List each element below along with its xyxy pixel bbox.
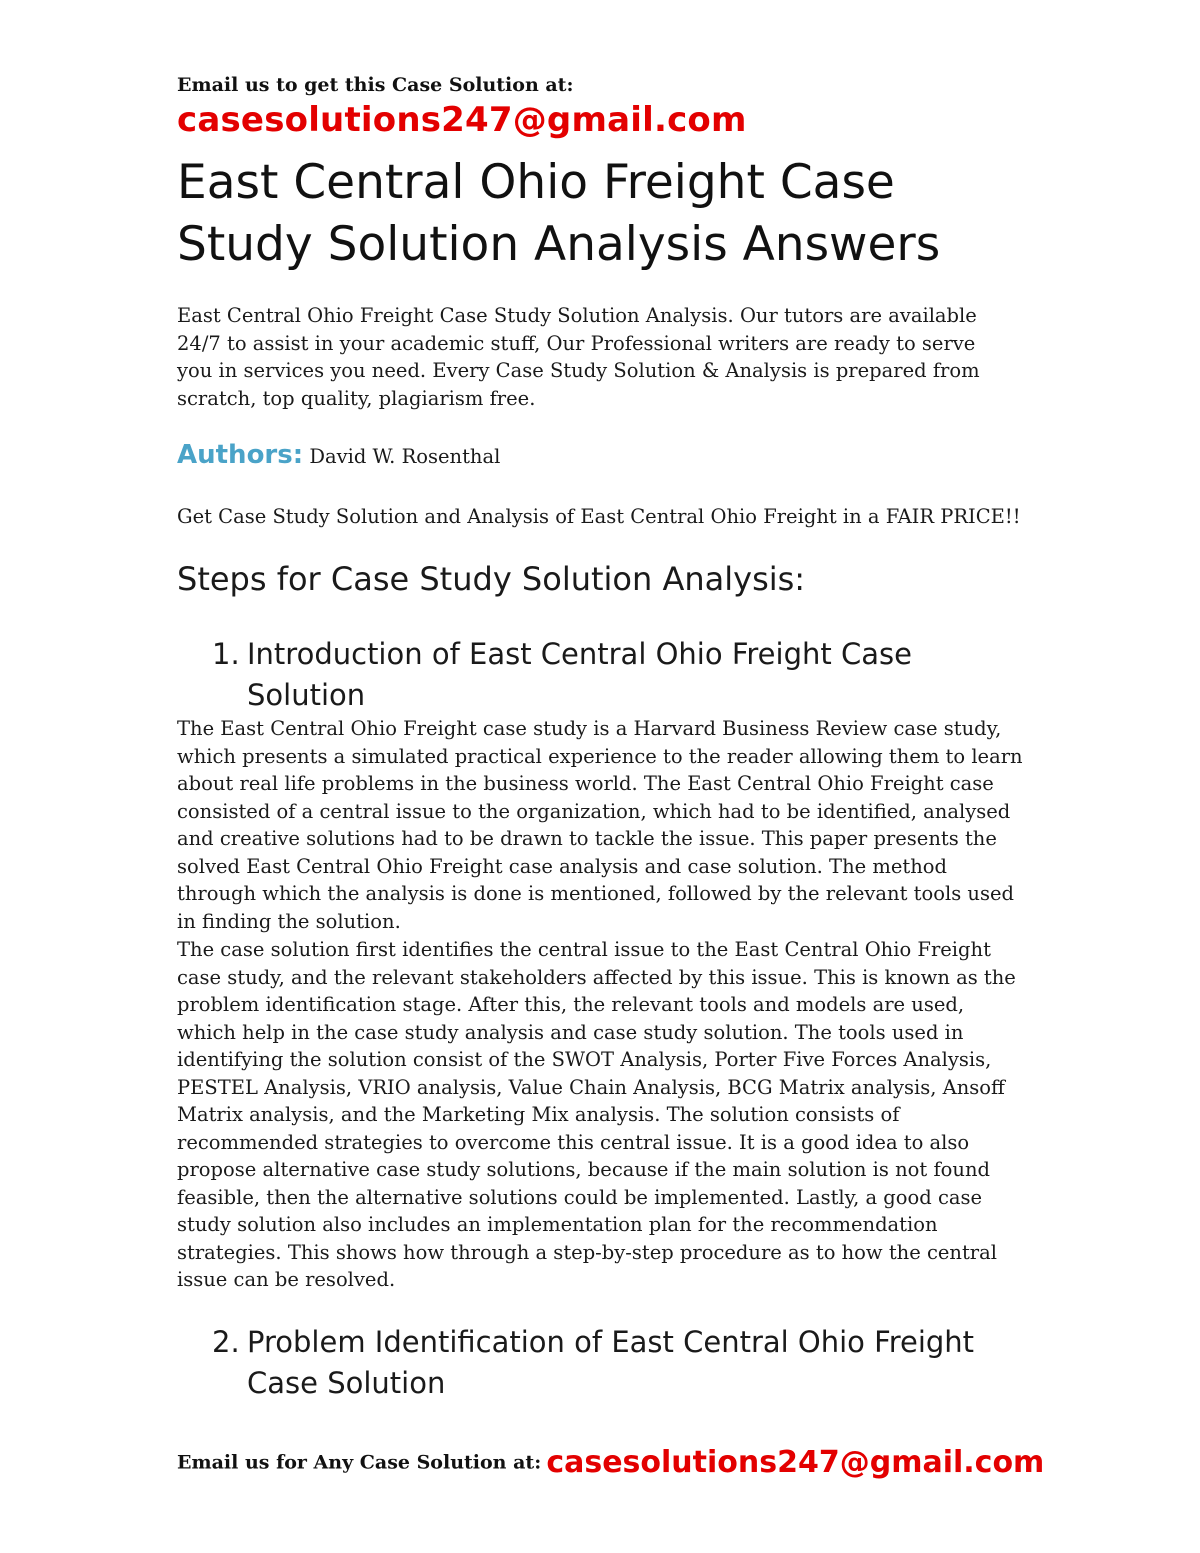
intro-paragraph: East Central Ohio Freight Case Study Solution Analysis. Our tutors are available 24/7 to assist in your academic stuff, Our Professional writers are ready to serve you in services you need. Every Case Study Solution & Analysis is prepared from scratch, top quality, plagiarism free. <box>177 304 980 410</box>
introduction-paragraph-2: The case solution first identifies the central issue to the East Central Ohio Freight case study, and the relevant stakeholders affected by this issue. This is known as the problem identification stage. After this, the relevant tools and models are used, which help in the case study analysis and case study solution. The tools used in identifying the solution consist of the SWOT Analysis, Porter Five Forces Analysis, PESTEL Analysis, VRIO analysis, Value Chain Analysis, BCG Matrix analysis, Ansoff Matrix analysis, and the Marketing Mix analysis. The solution consists of recommended strategies to overcome this central issue. It is a good idea to also propose alternative case study solutions, because if the main solution is not found feasible, then the alternative solutions could be implemented. Lastly, a good case study solution also includes an implementation plan for the recommendation strategies. This shows how through a step-by-step procedure as to how the central issue can be resolved. <box>177 938 1016 1291</box>
footer-email-line <box>177 1445 1044 1480</box>
section-heading-introduction <box>212 634 1012 716</box>
section-heading-text: Introduction of East Central Ohio Freight Case Solution <box>247 637 912 712</box>
authors-names: David W. Rosenthal <box>309 445 501 468</box>
section-number: 1. <box>212 637 240 671</box>
authors-line <box>177 440 500 470</box>
authors-label: Authors: <box>177 440 304 470</box>
introduction-paragraph-1: The East Central Ohio Freight case study is a Harvard Business Review case study, which presents a simulated practical experience to the reader allowing them to learn about real life problems in the business world. The East Central Ohio Freight case consisted of a central issue to the organization, which had to be identified, analysed and creative solutions had to be drawn to tackle the issue. This paper presents the solved East Central Ohio Freight case analysis and case solution. The method through which the analysis is done is mentioned, followed by the relevant tools used in finding the solution. <box>177 717 1023 933</box>
steps-heading: Steps for Case Study Solution Analysis: <box>177 560 806 598</box>
email-intro-text: Email us to get this Case Solution at: <box>177 74 574 96</box>
footer-email-label: Email us for Any Case Solution at: <box>177 1451 542 1474</box>
header-email-link[interactable]: casesolutions247@gmail.com <box>177 100 747 140</box>
section-number: 2. <box>212 1325 240 1359</box>
footer-email-link[interactable]: casesolutions247@gmail.com <box>546 1445 1045 1480</box>
section-heading-text: Problem Identification of East Central Ohio Freight Case Solution <box>247 1325 975 1400</box>
document-title: East Central Ohio Freight Case Study Solution Analysis Answers <box>177 155 941 272</box>
fair-price-line: Get Case Study Solution and Analysis of East Central Ohio Freight in a FAIR PRICE!! <box>177 505 1021 528</box>
section-heading-problem-identification <box>212 1322 1012 1404</box>
